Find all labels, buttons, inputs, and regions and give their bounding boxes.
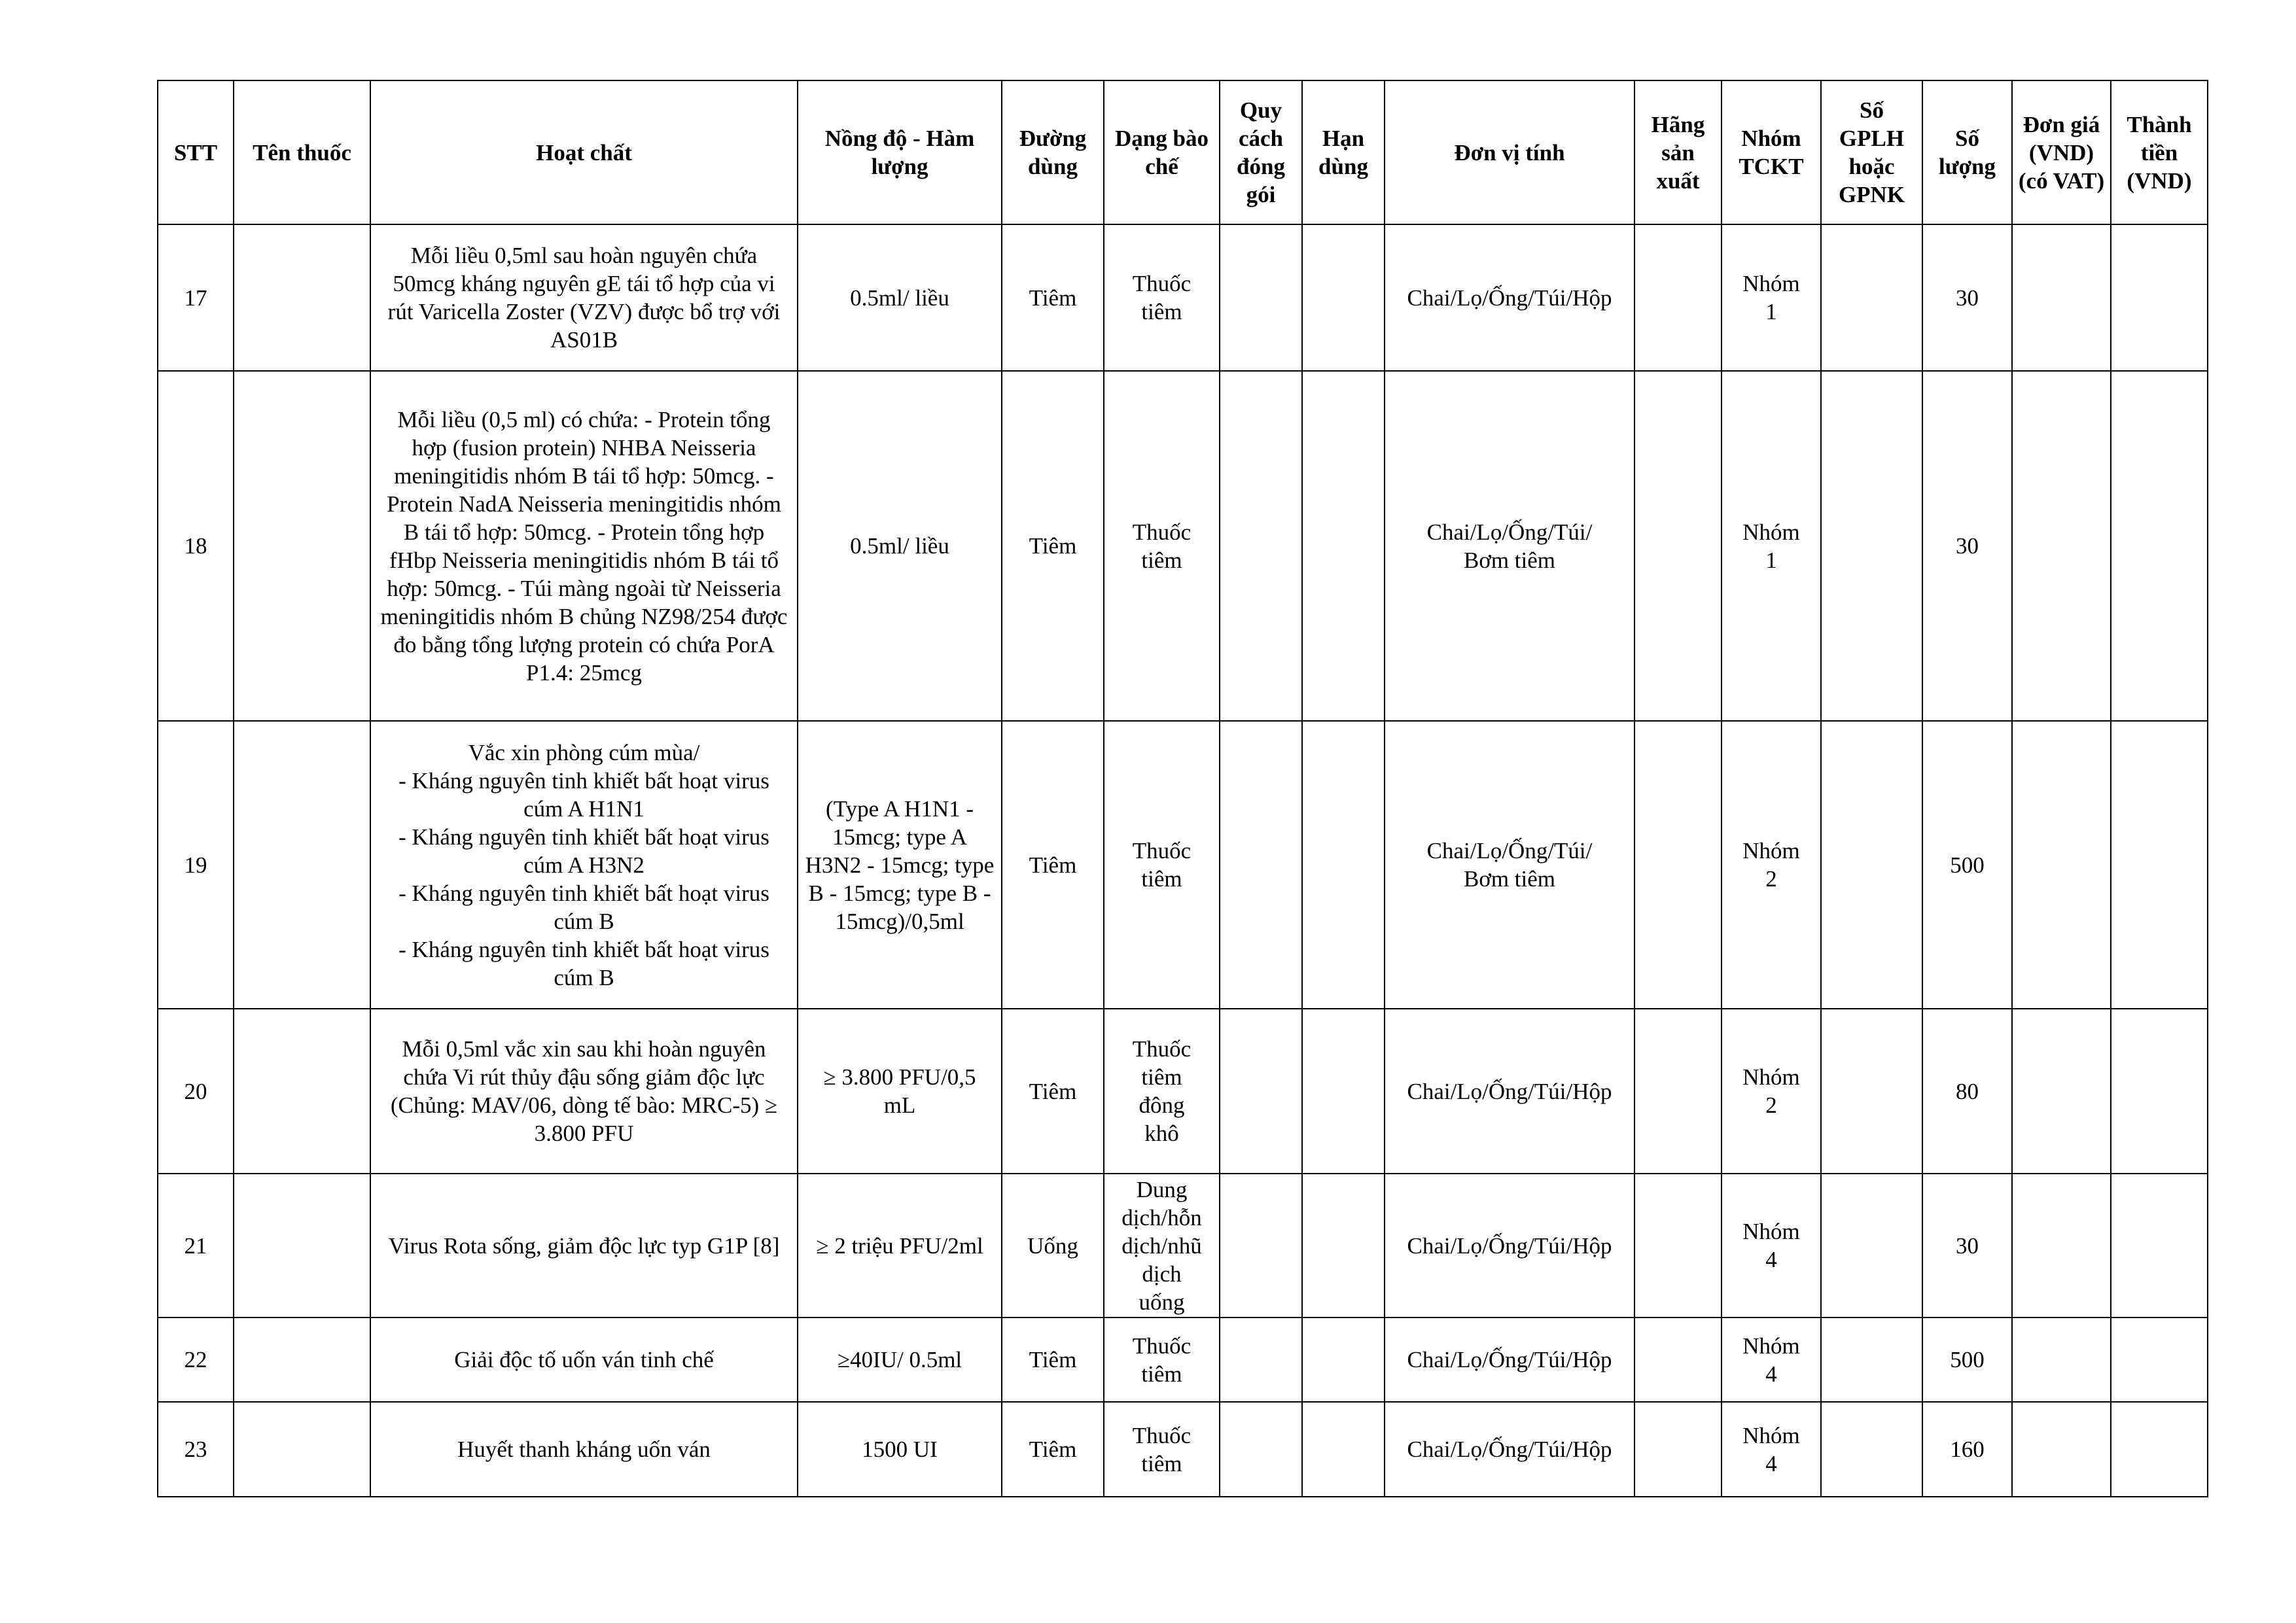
cell-duong-dung: Tiêm [1002, 1402, 1104, 1497]
cell-thanh-tien [2111, 1318, 2208, 1402]
cell-quy-cach [1220, 371, 1302, 721]
cell-don-gia [2012, 224, 2111, 371]
cell-don-vi-tinh: Chai/Lọ/Ống/Túi/Hộp [1385, 1402, 1634, 1497]
cell-don-vi-tinh: Chai/Lọ/Ống/Túi/Hộp [1385, 1318, 1634, 1402]
cell-don-gia [2012, 371, 2111, 721]
header-quy-cach: Quy cách đóng gói [1220, 80, 1302, 224]
cell-ten-thuoc [234, 1402, 370, 1497]
cell-ten-thuoc [234, 371, 370, 721]
cell-stt: 23 [158, 1402, 234, 1497]
table-row [158, 371, 2208, 721]
cell-so-gplh [1821, 1402, 1922, 1497]
cell-nhom-tckt: Nhóm 1 [1722, 224, 1821, 371]
cell-so-gplh [1821, 1009, 1922, 1174]
header-don-vi-tinh: Đơn vị tính [1385, 80, 1634, 224]
cell-hoat-chat: Mỗi 0,5ml vắc xin sau khi hoàn nguyên chứa Vi rút thủy đậu sống giảm độc lực (Chủng: MAV/06, dòng tế bào: MRC-5) ≥ 3.800 PFU [370, 1009, 798, 1174]
header-nhom-tckt: Nhóm TCKT [1722, 80, 1821, 224]
cell-duong-dung: Tiêm [1002, 371, 1104, 721]
cell-quy-cach [1220, 1318, 1302, 1402]
cell-quy-cach [1220, 224, 1302, 371]
table-header [158, 80, 2208, 224]
cell-quy-cach [1220, 1402, 1302, 1497]
table-row [158, 1009, 2208, 1174]
cell-dang-bao-che: Thuốc tiêm [1104, 1318, 1220, 1402]
cell-han-dung [1302, 1402, 1385, 1497]
cell-hang-san-xuat [1634, 1009, 1722, 1174]
cell-hang-san-xuat [1634, 721, 1722, 1009]
cell-dang-bao-che: Dung dịch/hỗn dịch/nhũ dịch uống [1104, 1174, 1220, 1318]
cell-hoat-chat: Giải độc tố uốn ván tinh chế [370, 1318, 798, 1402]
table-row [158, 1174, 2208, 1318]
cell-duong-dung: Tiêm [1002, 224, 1104, 371]
cell-dang-bao-che: Thuốc tiêm [1104, 371, 1220, 721]
cell-don-vi-tinh: Chai/Lọ/Ống/Túi/Hộp [1385, 1174, 1634, 1318]
cell-so-luong: 30 [1922, 1174, 2012, 1318]
cell-ten-thuoc [234, 224, 370, 371]
cell-stt: 20 [158, 1009, 234, 1174]
cell-stt: 21 [158, 1174, 234, 1318]
header-so-gplh: Số GPLH hoặc GPNK [1821, 80, 1922, 224]
cell-thanh-tien [2111, 371, 2208, 721]
cell-dang-bao-che: Thuốc tiêm [1104, 224, 1220, 371]
header-hoat-chat: Hoạt chất [370, 80, 798, 224]
cell-don-vi-tinh: Chai/Lọ/Ống/Túi/ Bơm tiêm [1385, 721, 1634, 1009]
cell-hang-san-xuat [1634, 1174, 1722, 1318]
cell-duong-dung: Tiêm [1002, 721, 1104, 1009]
cell-han-dung [1302, 371, 1385, 721]
header-so-luong: Số lượng [1922, 80, 2012, 224]
cell-so-luong: 30 [1922, 224, 2012, 371]
cell-hang-san-xuat [1634, 224, 1722, 371]
header-don-gia: Đơn giá (VND) (có VAT) [2012, 80, 2111, 224]
header-stt: STT [158, 80, 234, 224]
cell-thanh-tien [2111, 1009, 2208, 1174]
cell-nong-do: (Type A H1N1 - 15mcg; type A H3N2 - 15mcg; type B - 15mcg; type B - 15mcg)/0,5ml [798, 721, 1002, 1009]
cell-nhom-tckt: Nhóm 2 [1722, 1009, 1821, 1174]
cell-dang-bao-che: Thuốc tiêm [1104, 721, 1220, 1009]
cell-so-gplh [1821, 1318, 1922, 1402]
cell-hang-san-xuat [1634, 371, 1722, 721]
cell-stt: 19 [158, 721, 234, 1009]
cell-don-gia [2012, 1174, 2111, 1318]
cell-don-gia [2012, 721, 2111, 1009]
table-row [158, 224, 2208, 371]
cell-so-luong: 500 [1922, 721, 2012, 1009]
cell-don-gia [2012, 1402, 2111, 1497]
cell-hang-san-xuat [1634, 1402, 1722, 1497]
cell-nong-do: ≥ 2 triệu PFU/2ml [798, 1174, 1002, 1318]
cell-ten-thuoc [234, 1318, 370, 1402]
cell-thanh-tien [2111, 1174, 2208, 1318]
header-duong-dung: Đường dùng [1002, 80, 1104, 224]
cell-ten-thuoc [234, 721, 370, 1009]
cell-thanh-tien [2111, 224, 2208, 371]
header-nong-do: Nồng độ - Hàm lượng [798, 80, 1002, 224]
cell-nhom-tckt: Nhóm 1 [1722, 371, 1821, 721]
cell-ten-thuoc [234, 1009, 370, 1174]
cell-nhom-tckt: Nhóm 4 [1722, 1174, 1821, 1318]
header-thanh-tien: Thành tiền (VND) [2111, 80, 2208, 224]
cell-so-luong: 30 [1922, 371, 2012, 721]
cell-so-luong: 80 [1922, 1009, 2012, 1174]
cell-don-vi-tinh: Chai/Lọ/Ống/Túi/Hộp [1385, 1009, 1634, 1174]
cell-ten-thuoc [234, 1174, 370, 1318]
cell-so-gplh [1821, 224, 1922, 371]
cell-duong-dung: Tiêm [1002, 1318, 1104, 1402]
cell-quy-cach [1220, 1174, 1302, 1318]
cell-quy-cach [1220, 721, 1302, 1009]
cell-nong-do: 1500 UI [798, 1402, 1002, 1497]
cell-so-gplh [1821, 1174, 1922, 1318]
table-row [158, 1318, 2208, 1402]
cell-nong-do: ≥ 3.800 PFU/0,5 mL [798, 1009, 1002, 1174]
cell-nong-do: 0.5ml/ liều [798, 224, 1002, 371]
cell-don-gia [2012, 1009, 2111, 1174]
cell-quy-cach [1220, 1009, 1302, 1174]
cell-nong-do: ≥40IU/ 0.5ml [798, 1318, 1002, 1402]
cell-don-gia [2012, 1318, 2111, 1402]
drug-table [157, 80, 2208, 1497]
cell-dang-bao-che: Thuốc tiêm đông khô [1104, 1009, 1220, 1174]
cell-han-dung [1302, 224, 1385, 371]
cell-stt: 22 [158, 1318, 234, 1402]
cell-so-gplh [1821, 371, 1922, 721]
cell-hoat-chat: Mỗi liều (0,5 ml) có chứa: - Protein tổng hợp (fusion protein) NHBA Neisseria meningitidis nhóm B tái tổ hợp: 50mcg. - Protein NadA Neisseria meningitidis nhóm B tái tổ hợp: 50mcg. - Protein tổng hợp fHbp Neisseria meningitidis nhóm B tái tổ hợp: 50mcg. - Túi màng ngoài từ Neisseria meningitidis nhóm B chủng NZ98/254 được đo bằng tổng lượng protein có chứa PorA P1.4: 25mcg [370, 371, 798, 721]
header-hang-san-xuat: Hãng sản xuất [1634, 80, 1722, 224]
cell-han-dung [1302, 1174, 1385, 1318]
cell-dang-bao-che: Thuốc tiêm [1104, 1402, 1220, 1497]
header-ten-thuoc: Tên thuốc [234, 80, 370, 224]
cell-don-vi-tinh: Chai/Lọ/Ống/Túi/Hộp [1385, 224, 1634, 371]
cell-thanh-tien [2111, 721, 2208, 1009]
cell-duong-dung: Tiêm [1002, 1009, 1104, 1174]
header-han-dung: Hạn dùng [1302, 80, 1385, 224]
cell-hoat-chat: Virus Rota sống, giảm độc lực typ G1P [8] [370, 1174, 798, 1318]
cell-don-vi-tinh: Chai/Lọ/Ống/Túi/ Bơm tiêm [1385, 371, 1634, 721]
cell-hoat-chat: Vắc xin phòng cúm mùa/ - Kháng nguyên tinh khiết bất hoạt virus cúm A H1N1 - Kháng nguyên tinh khiết bất hoạt virus cúm A H3N2 - Kháng nguyên tinh khiết bất hoạt virus cúm B - Kháng nguyên tinh khiết bất hoạt virus cúm B [370, 721, 798, 1009]
cell-hang-san-xuat [1634, 1318, 1722, 1402]
cell-duong-dung: Uống [1002, 1174, 1104, 1318]
cell-han-dung [1302, 721, 1385, 1009]
cell-hoat-chat: Huyết thanh kháng uốn ván [370, 1402, 798, 1497]
cell-nong-do: 0.5ml/ liều [798, 371, 1002, 721]
cell-stt: 17 [158, 224, 234, 371]
cell-so-luong: 160 [1922, 1402, 2012, 1497]
cell-nhom-tckt: Nhóm 2 [1722, 721, 1821, 1009]
cell-nhom-tckt: Nhóm 4 [1722, 1318, 1821, 1402]
cell-so-gplh [1821, 721, 1922, 1009]
header-row [158, 80, 2208, 224]
header-dang-bao-che: Dạng bào chế [1104, 80, 1220, 224]
cell-stt: 18 [158, 371, 234, 721]
cell-hoat-chat: Mỗi liều 0,5ml sau hoàn nguyên chứa 50mcg kháng nguyên gE tái tổ hợp của vi rút Varicella Zoster (VZV) được bổ trợ với AS01B [370, 224, 798, 371]
table-body [158, 224, 2208, 1497]
cell-so-luong: 500 [1922, 1318, 2012, 1402]
table-row [158, 1402, 2208, 1497]
cell-han-dung [1302, 1009, 1385, 1174]
table-row [158, 721, 2208, 1009]
cell-han-dung [1302, 1318, 1385, 1402]
cell-nhom-tckt: Nhóm 4 [1722, 1402, 1821, 1497]
cell-thanh-tien [2111, 1402, 2208, 1497]
